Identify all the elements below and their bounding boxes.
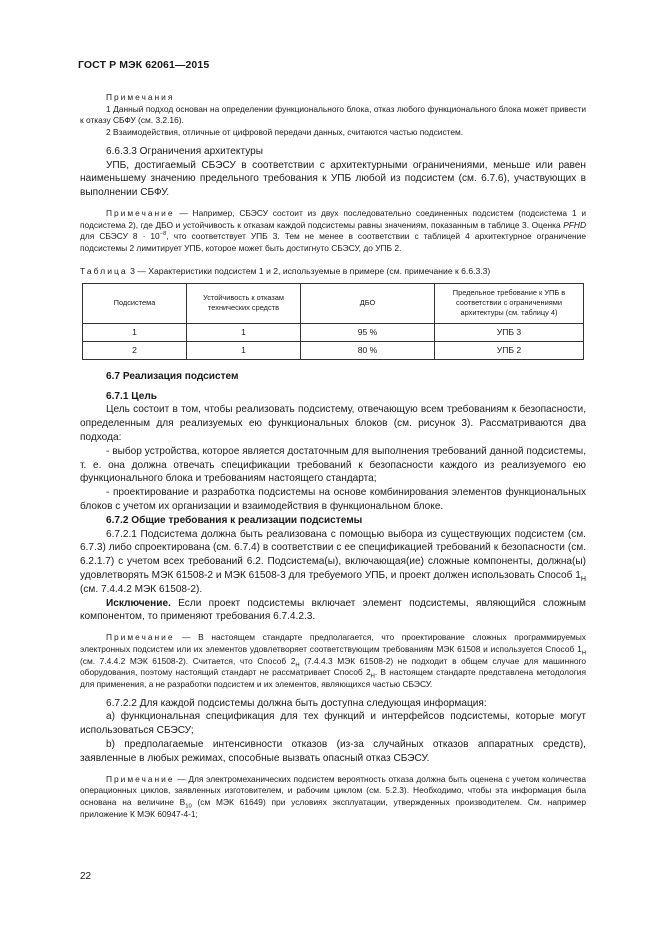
table-header-row [83,283,584,323]
exception-label: Исключение. [106,597,171,609]
paragraph-6721: 6.7.2.1 Подсистема должна быть реализована с помощью выбора из существующих подсистем (см. 6.7.3) либо спроектирована (см. 6.7.4) в соответствии с ее спецификацией требований к безопасности (см. 6.2.1.7) с учетом всех требований 6.2. Подсистема(ы), включающая(ие) сложные компоненты, должна(ы) удовлетворять МЭК 61508-2 и МЭК 61508-3 для требуемого УПБ, и проект должен использовать Способ $1_H$ (см. 7.4.4.2 МЭК 61508-2). [80,528,586,595]
table-cell: 2 [83,341,187,359]
note-label: Примечание [106,632,175,643]
table-3 [82,283,584,360]
table-cell: УПБ 2 [435,341,584,359]
table-caption: Таблица 3 — Характеристики подсистем 1 и 2, используемые в примере (см. примечание к 6.6.3.3) [80,265,491,276]
paragraph-exception: Исключение. Если проект подсистемы включает элемент подсистемы, являющийся сложным компонентом, то применяют требования 6.7.4.2.3. [80,597,586,623]
table-cell: 80 % [301,341,435,359]
table-header-cell: ДБО [301,283,435,323]
table-header-cell: Подсистема [83,283,187,323]
note-label: Примечание [106,773,175,784]
table-cell: 95 % [301,323,435,341]
table-cell: 1 [187,323,301,341]
table-cell: 1 [187,341,301,359]
bullet-item: - выбор устройства, которое является достаточным для выполнения требований данной подсистемы, т. е. она должна отвечать спецификации требований к безопасности каждого из реализуемого ею функционального блока и требованиям настоящего стандарта; [80,445,586,485]
page-content [80,92,586,820]
table-cell: 1 [83,323,187,341]
table-row [83,341,584,359]
note-item-2: 2 Взаимодействия, отличные от цифровой передачи данных, считаются частью подсистем. [106,127,464,138]
note-item-1: 1 Данный подход основан на определении функционального блока, отказ любого функционального блока может привести к отказу СБФУ (см. 3.2.16). [80,103,586,126]
paragraph-671: Цель состоит в том, чтобы реализовать подсистему, отвечающую всем требованиям к безопасности, определенным для реализуемых ею функциональных блоков (см. рисунок 3). Рассматриваются два подхода: [80,404,586,443]
note-label: Примечание [106,208,175,218]
paragraph-6722: 6.7.2.2 Для каждой подсистемы должна быть доступна следующая информация: [106,697,487,709]
table-header-cell: Предельное требование к УПБ в соответствии с ограничениями архитектуры (см. таблицу 4) [435,283,584,323]
note-672: Примечание — В настоящем стандарте предполагается, что проектирование сложных программируемых электронных подсистем или их элементов удовлетворяет соответствующим требованиям МЭК 61508 и используется Способ $1_H$ (см. 7.4.4.2 МЭК 61508-2). Считается, что Способ $2_H$ (7.4.4.3 МЭК 61508-2) не подходит в общем случае для машинного оборудования, поэтому настоящий стандарт не рассматривает Способ $2_H$. В настоящем стандарте представлена методология для применения, а не разработки подсистем и их элементов, являющихся частью СБЭСУ. [80,632,587,689]
list-item: b) предполагаемые интенсивности отказов (из-за случайных отказов аппаратных средств), заявленные в любых режимах, способные вызвать опасный отказ СБЭСУ. [80,739,586,764]
notes-label: Примечания [106,92,175,102]
table-caption-label: Таблица [80,265,128,276]
section-heading-6633: 6.6.3.3 Ограничения архитектуры [106,145,263,157]
note-6722: Примечание — Для электромеханических подсистем вероятность отказа должна быть оценена с учетом количества операционных циклов, заявленных изготовителем, и рабочим циклом (см. 5.2.3). Необходимо, чтобы эта информация была основана на величине $B_{10}$ (см МЭК 61649) при условиях эксплуатации, утвержденных производителем. См. например приложение К МЭК 60947-4-1; [80,773,586,819]
bullet-item: - проектирование и разработка подсистемы на основе комбинирования элементов функциональных блоков с учетом их организации и взаимодействия в функциональном блоке. [80,487,586,512]
table-header-cell: Устойчивость к отказам технических средств [187,283,301,323]
note-6633: Примечание — Например, СБЭСУ состоит из двух последовательно соединенных подсистем (подсистема 1 и подсистема 2), где ДБО и устойчивость к отказам каждой подсистемы равны значениям, показанным в таблице 3. Оценка PFHD для СБЭСУ $8 \cdot 10^{-8}$, что соответствует УПБ 3. Тем не менее в соответствии с таблицей 4 архитектурное ограничение подсистемы 2 лимитирует УПБ, которое может быть достигнуто СБЭСУ, до УПБ 2. [80,208,586,254]
section-heading-671: 6.7.1 Цель [106,390,157,402]
notes-block [80,92,586,139]
list-item: а) функциональная спецификация для тех функций и интерфейсов подсистемы, которые могут использоваться СБЭСУ; [80,711,586,737]
paragraph-6633: УПБ, достигаемый СБЭСУ в соответствии с архитектурными ограничениями, меньше или равен наименьшему значению предельного требования к УПБ любой из подсистем (см. 6.7.6), участвующих в выполнении СБФУ. [80,159,586,199]
table-row [83,323,584,341]
section-heading-672: 6.7.2 Общие требования к реализации подсистемы [106,514,363,526]
table-cell: УПБ 3 [435,323,584,341]
document-header: ГОСТ Р МЭК 62061—2015 [78,59,210,71]
page-number: 22 [80,871,92,882]
section-heading-67: 6.7 Реализация подсистем [106,370,239,382]
